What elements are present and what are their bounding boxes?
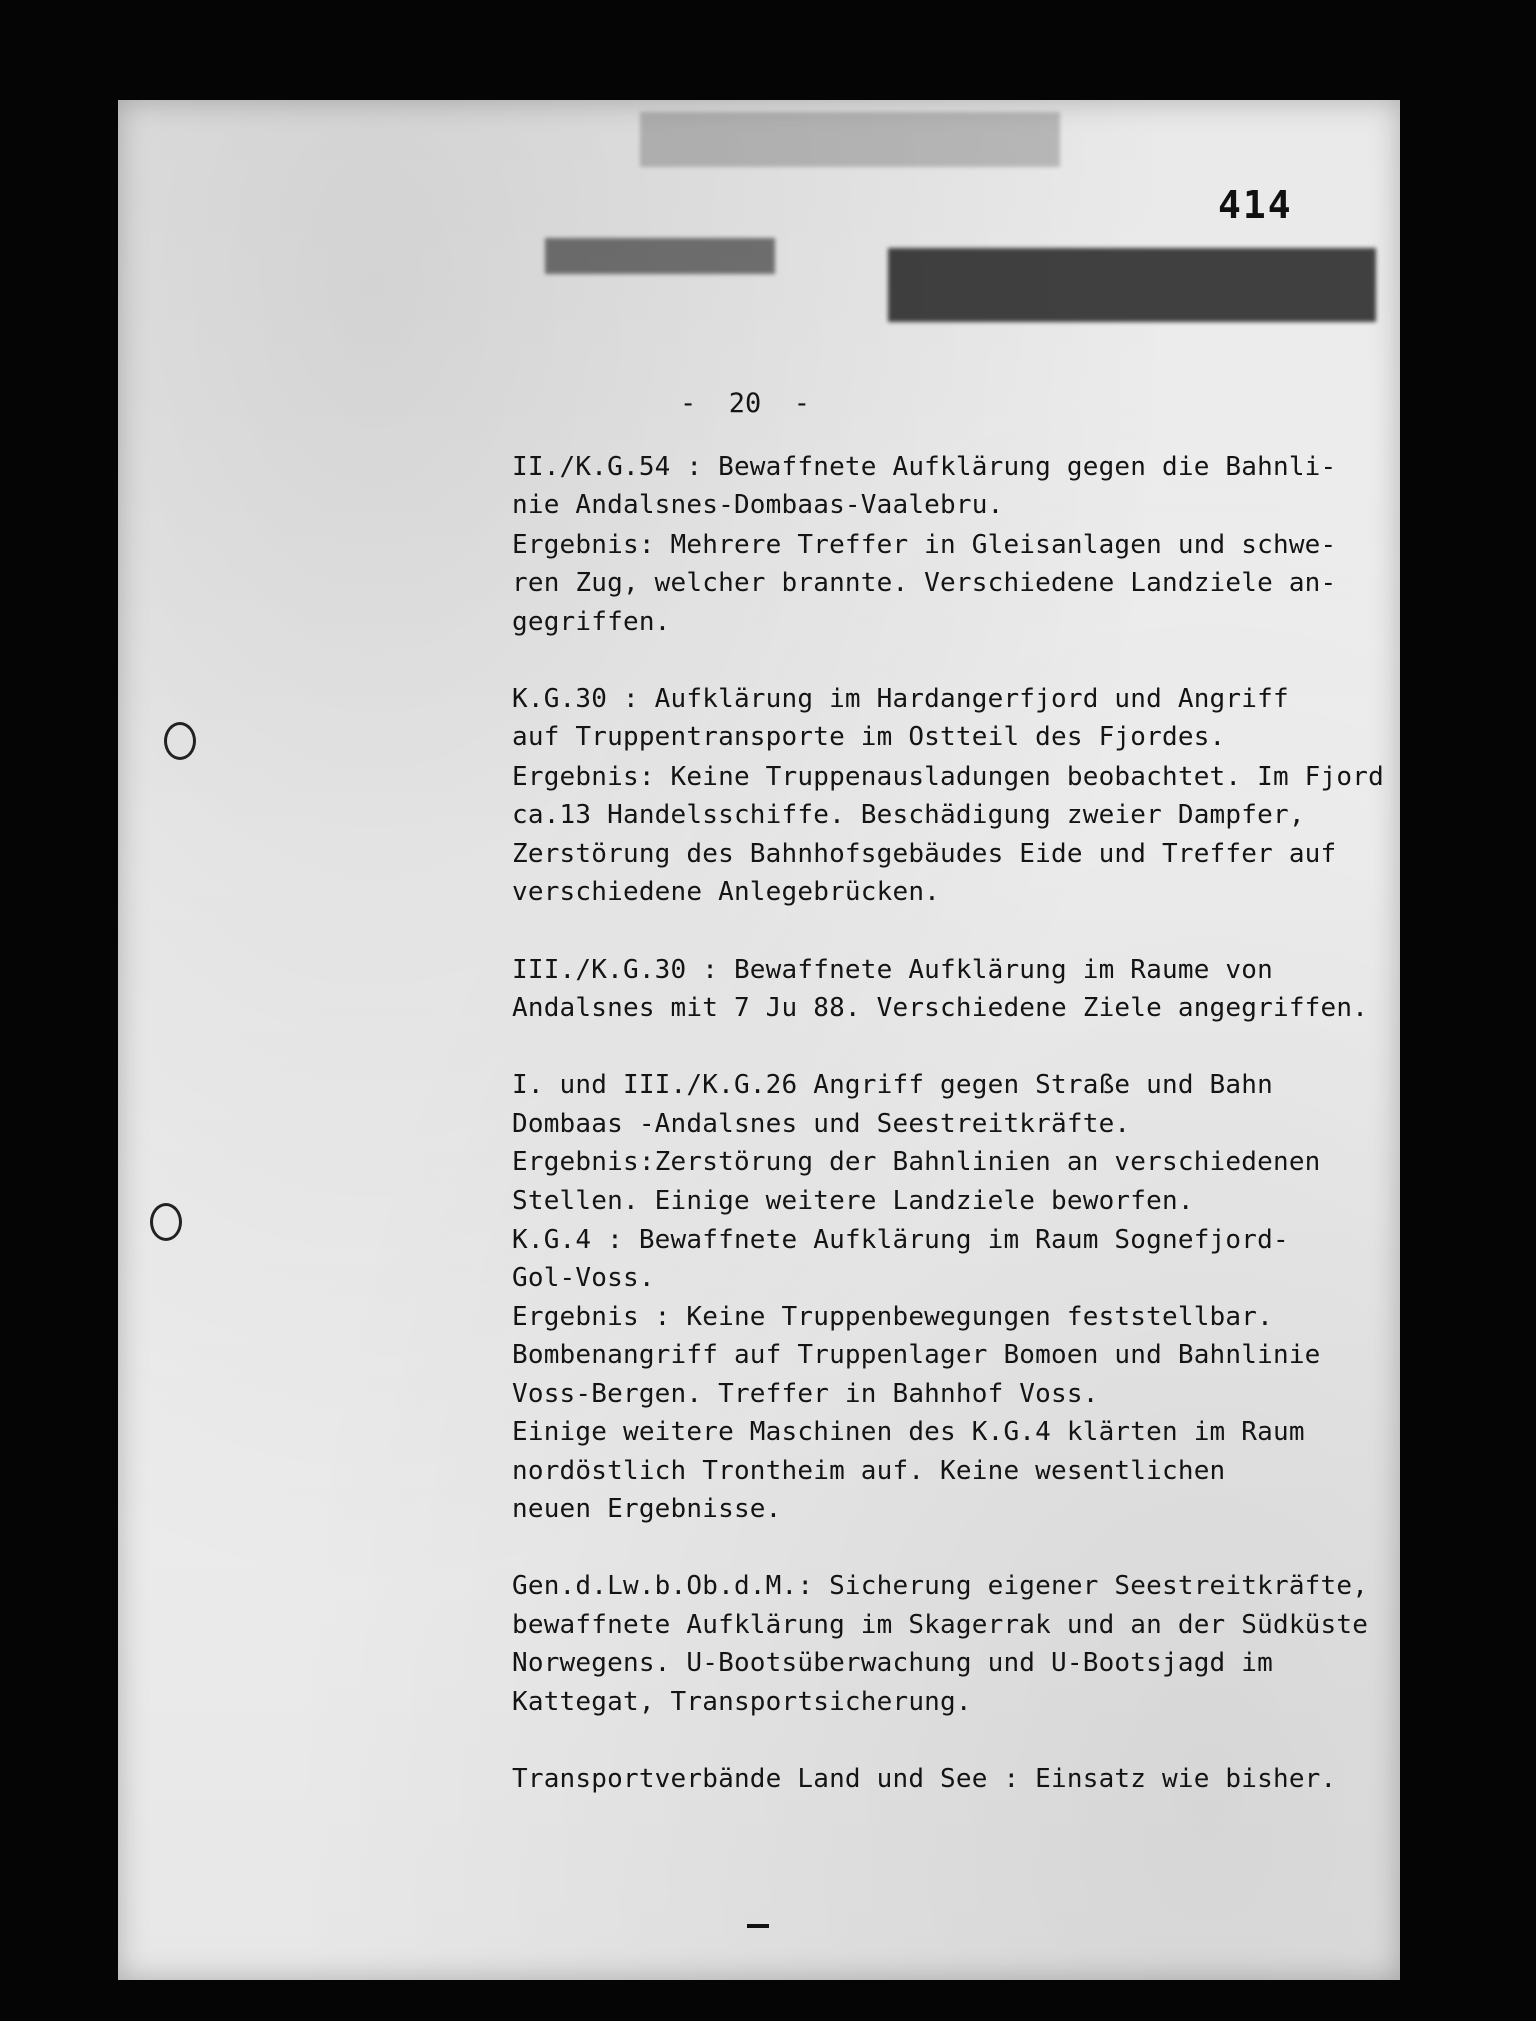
text-line: bewaffnete Aufklärung im Skagerrak und an der Südküste	[512, 1610, 1369, 1640]
text-line: Bombenangriff auf Truppenlager Bomoen und Bahnlinie	[512, 1340, 1321, 1370]
text-line: Kattegat, Transportsicherung.	[512, 1687, 972, 1717]
text-line: Zerstörung des Bahnhofsgebäudes Eide und Treffer auf	[512, 839, 1337, 869]
text-line: Gol-Voss.	[512, 1263, 655, 1293]
text-line: III./K.G.30 : Bewaffnete Aufklärung im Raume von	[512, 955, 1273, 985]
text-line: I. und III./K.G.26 Angriff gegen Straße und Bahn	[512, 1070, 1273, 1100]
text-line: Transportverbände Land und See : Einsatz wie bisher.	[512, 1764, 1337, 1794]
bottom-dash-mark	[747, 1924, 769, 1928]
text-line: K.G.30 : Aufklärung im Hardangerfjord und Angriff	[512, 684, 1289, 714]
text-line: nie Andalsnes-Dombaas-Vaalebru.	[512, 490, 1004, 520]
text-line: nordöstlich Trontheim auf. Keine wesentlichen	[512, 1456, 1226, 1486]
punch-hole-lower	[150, 1203, 182, 1241]
text-line: Dombaas -Andalsnes und Seestreitkräfte.	[512, 1109, 1131, 1139]
header-smudge-top	[640, 112, 1060, 167]
folio-stamp-number: 414	[1218, 183, 1293, 227]
text-line: Voss-Bergen. Treffer in Bahnhof Voss.	[512, 1379, 1099, 1409]
text-line: Ergebnis:Zerstörung der Bahnlinien an verschiedenen	[512, 1147, 1321, 1177]
text-line: verschiedene Anlegebrücken.	[512, 877, 941, 907]
text-line: II./K.G.54 : Bewaffnete Aufklärung gegen die Bahnli-	[512, 452, 1337, 482]
text-line: gegriffen.	[512, 607, 671, 637]
header-smudge-right	[888, 248, 1376, 322]
page-number: - 20 -	[680, 388, 811, 419]
text-line: Ergebnis : Keine Truppenbewegungen feststellbar.	[512, 1302, 1273, 1332]
text-line: Ergebnis: Mehrere Treffer in Gleisanlagen und schwe-	[512, 530, 1337, 560]
text-line: auf Truppentransporte im Ostteil des Fjordes.	[512, 722, 1226, 752]
text-line: Gen.d.Lw.b.Ob.d.M.: Sicherung eigener Seestreitkräfte,	[512, 1571, 1369, 1601]
text-line: ca.13 Handelsschiffe. Beschädigung zweier Dampfer,	[512, 800, 1305, 830]
punch-hole-upper	[164, 722, 196, 760]
text-line: Einige weitere Maschinen des K.G.4 klärten im Raum	[512, 1417, 1305, 1447]
text-line: Stellen. Einige weitere Landziele beworfen.	[512, 1186, 1194, 1216]
text-line: K.G.4 : Bewaffnete Aufklärung im Raum Sognefjord-	[512, 1225, 1289, 1255]
text-line: ren Zug, welcher brannte. Verschiedene Landziele an-	[512, 568, 1337, 598]
text-line: Norwegens. U-Bootsüberwachung und U-Bootsjagd im	[512, 1648, 1273, 1678]
text-line: neuen Ergebnisse.	[512, 1494, 782, 1524]
text-line: Andalsnes mit 7 Ju 88. Verschiedene Ziele angegriffen.	[512, 993, 1369, 1023]
header-smudge-left	[545, 238, 775, 274]
text-line: Ergebnis: Keine Truppenausladungen beobachtet. Im Fjord	[512, 762, 1384, 792]
